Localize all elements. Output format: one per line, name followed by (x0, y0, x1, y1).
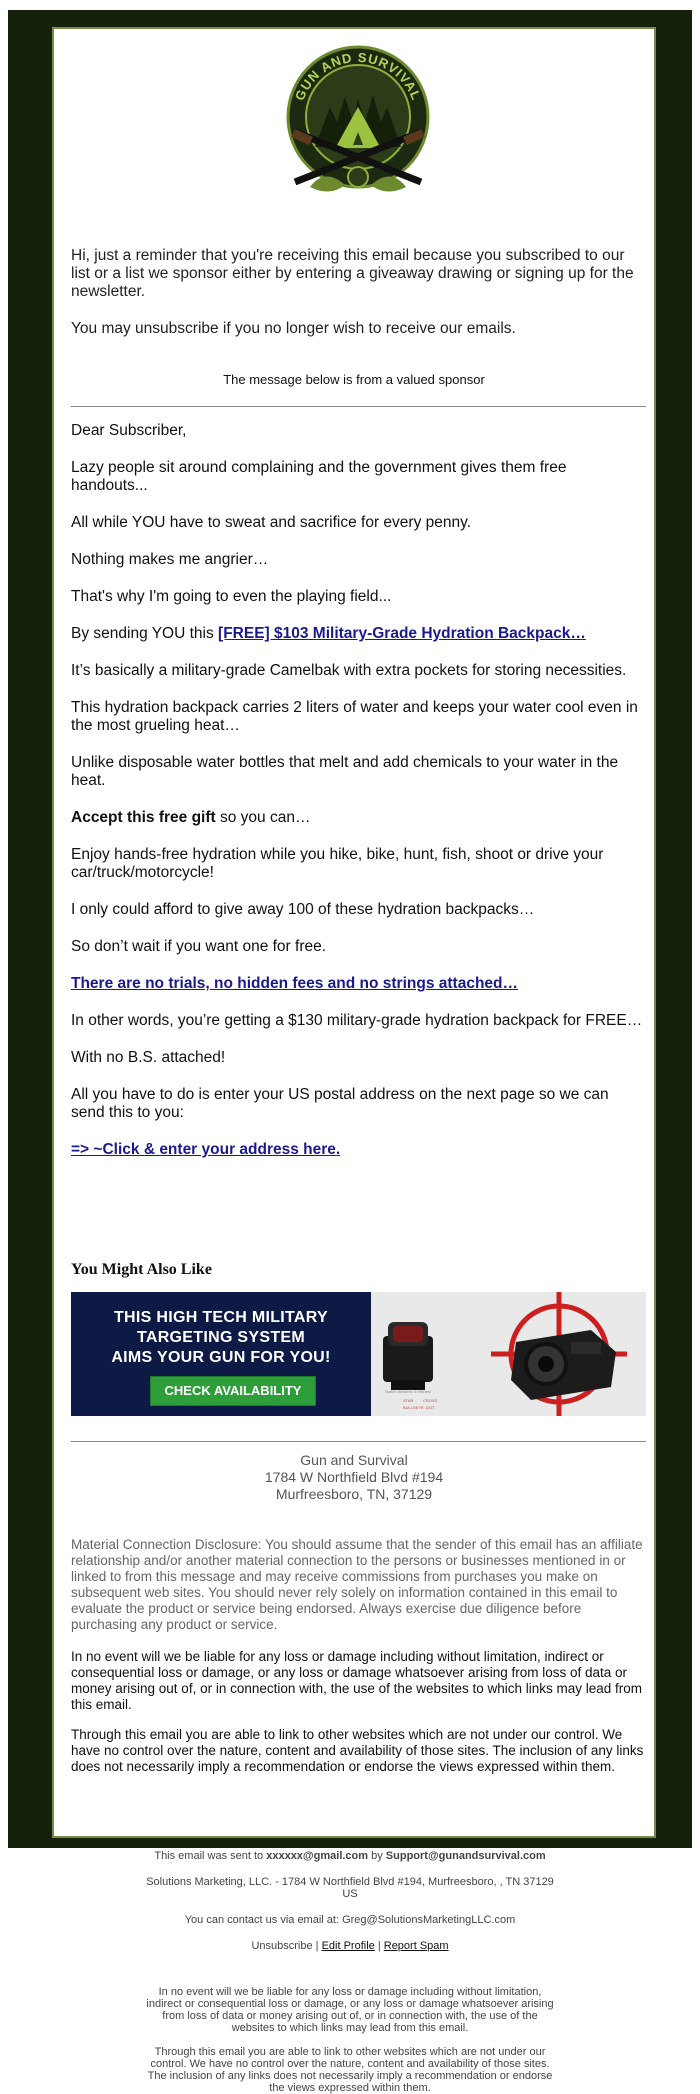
legal-disclaimer (71, 1649, 646, 1789)
sent-prefix: This email was sent to (154, 1850, 267, 1862)
sent-by: by (368, 1850, 386, 1862)
unsubscribe-note: You may unsubscribe if you no longer wish to receive our emails. (71, 320, 516, 337)
letter-paragraph: That's why I'm going to even the playing field... (71, 588, 392, 605)
address-name: Gun and Survival (300, 1452, 408, 1468)
check-availability-button[interactable]: CHECK AVAILABILITY (150, 1376, 316, 1406)
external-links-disclaimer: Through this email you are able to link to other websites which are not under our control. We have no control over the nature, content and availability of those sites. The inclusion of any links does not necessarily imply a recommendation or endorse the views expressed within them. (71, 1727, 644, 1774)
edit-profile-link[interactable]: Edit Profile (321, 1940, 375, 1952)
letter-paragraph: I only could afford to give away 100 of these hydration backpacks… (71, 901, 535, 918)
sender-email: Support@gunandsurvival.com (385, 1850, 546, 1862)
footer-liability: In no event will we be liable for any loss or damage including without limitation, indirect or consequential loss or damage, or any loss or damage whatsoever arising from loss of data or money arising out of, or in connection with, the use of the websites to which links may lead from this email. (146, 1986, 554, 2034)
targeting-system-ad-banner[interactable] (71, 1292, 646, 1416)
email-frame (8, 10, 692, 1848)
report-spam-link[interactable]: Report Spam (383, 1940, 449, 1952)
sponsor-letter (71, 422, 646, 1178)
headline-line: THIS HIGH TECH MILITARY (113, 1309, 328, 1326)
letter-paragraph: Nothing makes me angrier… (71, 551, 269, 568)
letter-paragraph: In other words, you’re getting a $130 military-grade hydration backpack for FREE… (71, 1012, 643, 1029)
reticle-label: DOT (426, 1405, 435, 1410)
you-might-also-like-heading: You Might Also Like (71, 1261, 212, 1278)
gun-and-survival-logo (275, 37, 441, 203)
letter-paragraph: With no B.S. attached! (71, 1049, 226, 1066)
subscription-reminder (71, 247, 646, 357)
link-separator: | (312, 1940, 322, 1952)
letter-paragraph: All you have to do is enter your US postal address on the next page so we can send this to you: (71, 1086, 609, 1121)
offer-prefix: By sending YOU this (71, 625, 219, 642)
address-city: Murfreesboro, TN, 37129 (275, 1486, 433, 1502)
letter-paragraph (71, 809, 646, 827)
sender-address (54, 1452, 654, 1503)
letter-paragraph: All while YOU have to sweat and sacrifice for every penny. (71, 514, 472, 531)
reticle-label: STAR (403, 1398, 414, 1403)
accept-gift-rest: so you can… (215, 809, 311, 826)
address-street: 1784 W Northfield Blvd #194 (264, 1469, 444, 1485)
banner-text-panel (71, 1292, 371, 1416)
headline-line: TARGETING SYSTEM (136, 1329, 306, 1346)
liability-disclaimer: In no event will we be liable for any loss or damage including without limitation, indirect or consequential loss or damage, or any loss or damage whatsoever arising from loss of data or money arising out of, or in connection with, the use of the websites to which links may lead from this email. (71, 1649, 643, 1712)
letter-paragraph: Lazy people sit around complaining and the government gives them free handouts... (71, 459, 567, 494)
letter-paragraph (71, 1141, 646, 1159)
reticle-label: BULLSEYE (403, 1405, 424, 1410)
letter-paragraph: This hydration backpack carries 2 liters of water and keeps your water cool even in the most grueling heat… (71, 699, 638, 734)
footer-external-links: Through this email you are able to link to other websites which are not under our control. We have no control over the nature, content and availability of those sites. The inclusion of any links does not necessarily imply a recommendation or endorse the views expressed within them. (147, 2046, 553, 2094)
divider (71, 406, 646, 407)
letter-paragraph: Enjoy hands-free hydration while you hike, bike, hunt, fish, shoot or drive your car/truck/motorcycle! (71, 846, 604, 881)
letter-paragraph: So don’t wait if you want one for free. (71, 938, 327, 955)
red-dot-sight-image (371, 1292, 646, 1416)
sent-to-line (140, 1850, 560, 1862)
banner-headline (71, 1308, 371, 1368)
divider (71, 1441, 646, 1442)
company-line: Solutions Marketing, LLC. - 1784 W Northfield Blvd #194, Murfreesboro, , TN 37129 (146, 1876, 554, 1888)
email-footer (140, 1850, 560, 2094)
backpack-offer-link[interactable]: [FREE] $103 Military-Grade Hydration Backpack… (218, 625, 586, 642)
material-connection-disclosure: Material Connection Disclosure: You should assume that the sender of this email has an affiliate relationship and/or another material connection to the persons or businesses mentioned in or linked to from this message and may receive commissions from purchases you make on subsequent web sites. You should never rely solely on information contained in this email to evaluate the product or service being endorsed. Always exercise due diligence before purchasing any product or service. (71, 1537, 643, 1632)
accept-gift-bold: Accept this free gift (71, 809, 216, 826)
email-body (52, 27, 656, 1838)
unsubscribe-label[interactable]: Unsubscribe (251, 1940, 313, 1952)
sponsor-note: The message below is from a valued sponsor (223, 372, 485, 387)
letter-paragraph: It’s basically a military-grade Camelbak with extra pockets for storing necessities. (71, 662, 627, 679)
letter-paragraph (71, 625, 646, 643)
no-strings-link[interactable]: There are no trials, no hidden fees and no strings attached… (71, 975, 519, 992)
letter-paragraph: Unlike disposable water bottles that melt and add chemicals to your water in the heat. (71, 754, 619, 789)
greeting: Dear Subscriber, (71, 422, 187, 439)
reticle-caption: Switch between 4 reticles! (384, 1389, 432, 1394)
svg-text:GUN AND SURVIVAL: GUN AND SURVIVAL (291, 49, 425, 103)
footer-links (140, 1940, 560, 1952)
company-country: US (342, 1888, 358, 1900)
reminder-text: Hi, just a reminder that you're receiving this email because you subscribed to our list or a list we sponsor either by entering a giveaway drawing or signing up for the newsletter. (71, 247, 634, 300)
letter-paragraph (71, 975, 646, 993)
headline-line: AIMS YOUR GUN FOR YOU! (111, 1349, 331, 1366)
recipient-email: xxxxxx@gmail.com (266, 1850, 369, 1862)
link-separator: | (374, 1940, 384, 1952)
enter-address-link[interactable]: => ~Click & enter your address here. (71, 1141, 341, 1158)
contact-line: You can contact us via email at: Greg@SolutionsMarketingLLC.com (184, 1914, 516, 1926)
reticle-label: CROSS (423, 1398, 438, 1403)
